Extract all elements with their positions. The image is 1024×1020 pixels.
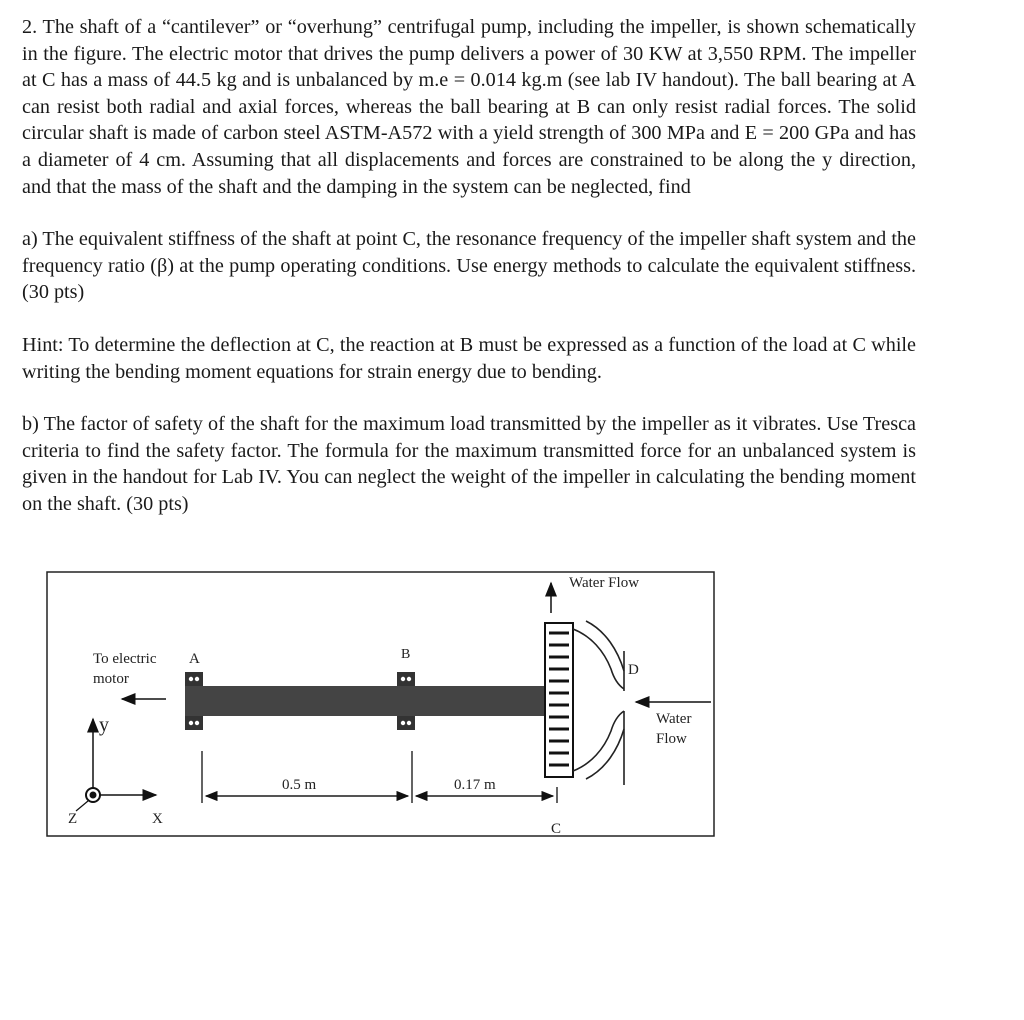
axis-x-label: X xyxy=(152,811,163,827)
water-flow-top-label: Water Flow xyxy=(569,575,640,591)
hint-text: Hint: To determine the deflection at C, the reaction at B must be expressed as a function of the load at C while writing the bending moment equations for strain energy due to bending. xyxy=(22,333,916,383)
problem-text xyxy=(22,14,916,544)
figure-svg xyxy=(46,571,716,838)
shaft xyxy=(185,686,545,716)
dim-bc-label: 0.17 m xyxy=(454,777,496,793)
impeller xyxy=(545,623,573,777)
point-c-label: C xyxy=(551,821,562,837)
coordinate-axes xyxy=(76,719,156,811)
point-b-label: B xyxy=(401,647,411,662)
pump-casing xyxy=(573,621,624,785)
problem-intro: 2. The shaft of a “cantilever” or “overhung” centrifugal pump, including the impeller, is shown schematically in the figure. The electric motor that drives the pump delivers a power of 30 KW at 3,550 RPM. The impeller at C has a mass of 44.5 kg and is unbalanced by m.e = 0.014 kg.m (see lab IV handout). The ball bearing at A can resist both radial and axial forces, whereas the ball bearing at B can only resist radial forces. The solid circular shaft is made of carbon steel ASTM-A572 with a yield strength of 300 MPa and E = 200 GPa and has a diameter of 4 cm. Assuming that all displacements and forces are constrained to be along the y direction, and that the mass of the shaft and the damping in the system can be neglected, find xyxy=(22,16,916,198)
motor-label-2: motor xyxy=(93,671,129,687)
water-flow-side-label-2: Flow xyxy=(656,731,687,747)
motor-label-1: To electric xyxy=(93,651,157,667)
dimension-lines xyxy=(202,751,557,803)
part-a-text: a) The equivalent stiffness of the shaft at point C, the resonance frequency of the impeller shaft system and the frequency ratio (β) at the pump operating conditions. Use energy methods to calculate the equivalent stiffness. (30 pts) xyxy=(22,228,916,304)
part-b-text: b) The factor of safety of the shaft for the maximum load transmitted by the impeller as it vibrates. Use Tresca criteria to find the safety factor. The formula for the maximum transmitted force for an unbalanced system is given in the handout for Lab IV. You can neglect the weight of the impeller in calculating the bending moment on the shaft. (30 pts) xyxy=(22,413,916,515)
axis-z-label: Z xyxy=(68,811,78,827)
dim-ab-label: 0.5 m xyxy=(282,777,317,793)
water-flow-side-label-1: Water xyxy=(656,711,692,727)
point-a-label: A xyxy=(189,651,200,667)
pump-shaft-figure xyxy=(46,571,716,838)
axis-y-label: y xyxy=(99,714,109,736)
point-d-label: D xyxy=(628,662,639,678)
